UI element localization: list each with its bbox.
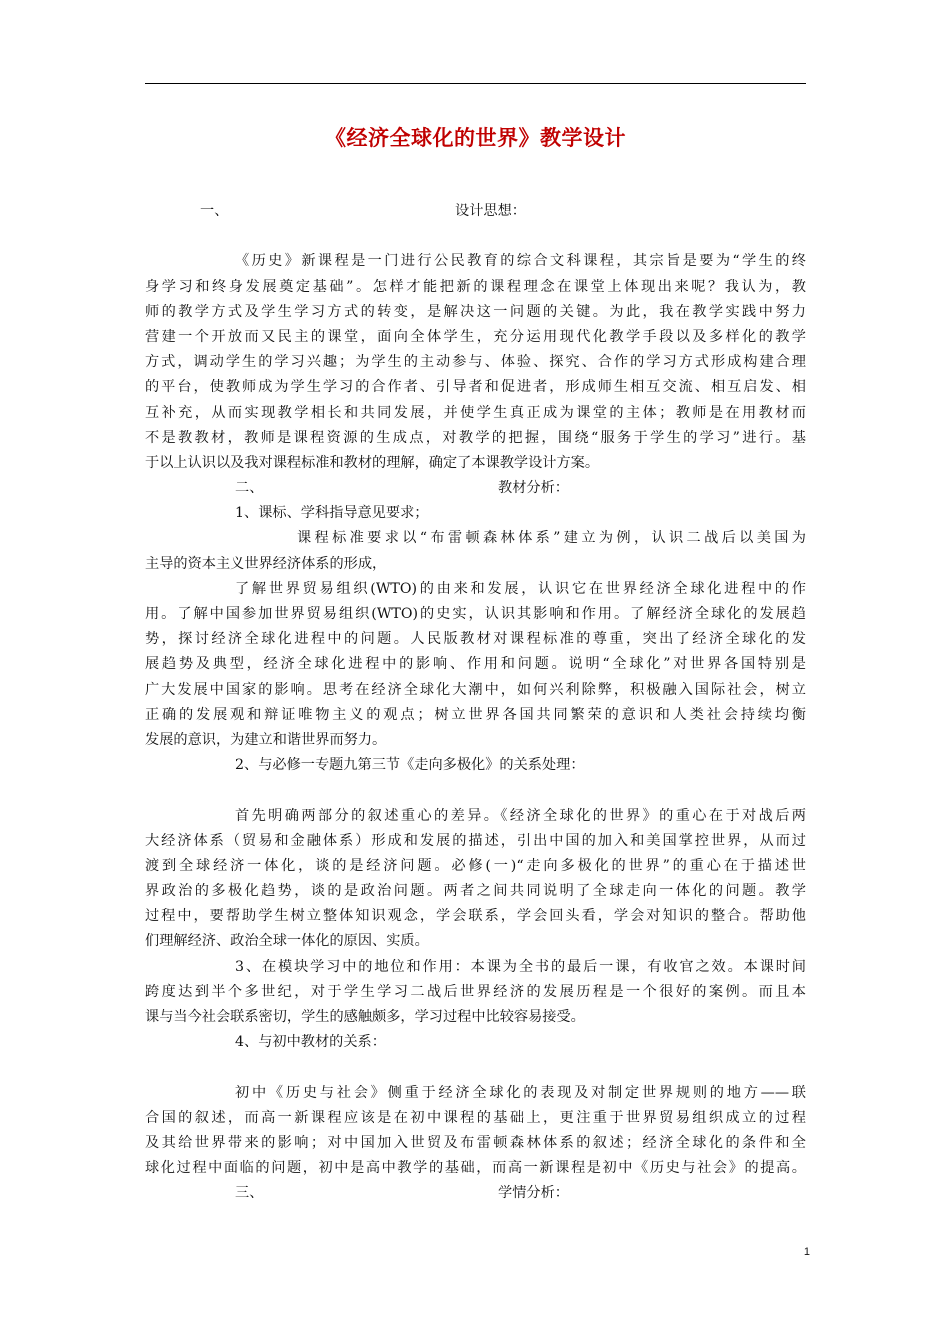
text-line: 及其给世界带来的影响；对中国加入世贸及布雷顿森林体系的叙述；经济全球化的条件和全 (145, 1134, 806, 1151)
subheading-relation-compulsory-one: 2、与必修一专题九第三节《走向多极化》的关系处理： (235, 757, 585, 774)
text-line: 跨度达到半个多世纪，对于学生学习二战后世界经济的发展历程是一个很好的案例。而且本 (145, 983, 806, 1000)
text-line: 《历史》新课程是一门进行公民教育的综合文科课程，其宗旨是要为“学生的终 (235, 253, 806, 270)
spacer (145, 224, 806, 249)
text-line: 用。了解中国参加世界贸易组织(WTO)的史实，认识其影响和作用。了解经济全球化的发展趋 (145, 606, 806, 622)
text-line: 发展的意识，为建立和谐世界而努力。 (145, 731, 387, 748)
paragraph-design-thinking (145, 249, 806, 476)
text-line: 营建一个开放而又民主的课堂，面向全体学生，充分运用现代化教学手段以及多样化的教学 (145, 328, 806, 345)
page-number: 1 (803, 1246, 810, 1258)
section-heading-design-thinking (145, 199, 806, 224)
text-line: 的平台，使教师成为学生学习的合作者、引导者和促进者，形成师生相互交流、相互启发、相 (145, 379, 806, 396)
section-number: 一、 (200, 203, 229, 219)
spacer (145, 778, 806, 803)
text-line: 渡到全球经济一体化，谈的是经济问题。必修(一)“走向多极化的世界”的重心在于描述世 (145, 857, 806, 874)
paragraph-wto (145, 577, 806, 753)
text-line: 3、在模块学习中的地位和作用：本课为全书的最后一课，有收官之效。本课时间 (235, 958, 806, 975)
text-line: 界政治的多极化趋势，谈的是政治问题。两者之间共同说明了全球走向一体化的问题。教学 (145, 883, 806, 900)
text-line: 势，探讨经济全球化进程中的问题。人民版教材对课程标准的尊重，突出了经济全球化的发 (145, 631, 806, 648)
section-title: 学情分析： (498, 1185, 569, 1202)
paragraph-junior-textbook (145, 1081, 806, 1182)
spacer (145, 1055, 806, 1080)
text-line: 于以上认识以及我对课程标准和教材的理解，确定了本课教学设计方案。 (145, 454, 600, 471)
text-line: 大经济体系（贸易和金融体系）形成和发展的描述，引出中国的加入和美国掌控世界，从而过 (145, 832, 806, 849)
text-line: 球化过程中面临的问题，初中是高中教学的基础，而高一新课程是初中《历史与社会》的提高。 (145, 1160, 806, 1177)
text-line: 主导的资本主义世界经济体系的形成， (145, 555, 387, 572)
section-number: 三、 (235, 1185, 264, 1202)
text-line: 合国的叙述，而高一新课程应该是在初中课程的基础上，更注重于世界贸易组织成立的过程 (145, 1109, 806, 1126)
document-body (145, 199, 806, 1207)
text-line: 们理解经济、政治全球一体化的原因、实质。 (145, 933, 429, 950)
text-line: 身学习和终身发展奠定基础”。怎样才能把新的课程理念在课堂上体现出来呢？我认为，教 (145, 278, 806, 295)
text-line: 初中《历史与社会》侧重于经济全球化的表现及对制定世界规则的地方——联 (235, 1084, 806, 1101)
text-line: 师的教学方式及学生学习方式的转变，是解决这一问题的关键。为此，我在教学实践中努力 (145, 303, 806, 320)
paragraph-curriculum-standards (145, 526, 806, 576)
subheading-curriculum-standards: 1、课标、学科指导意见要求； (235, 505, 429, 522)
text-line: 展趋势及典型，经济全球化进程中的影响、作用和问题。说明“全球化”对世界各国特别是 (145, 656, 806, 673)
section-heading-material-analysis (145, 476, 806, 501)
section-number: 二、 (235, 480, 264, 497)
header-rule (145, 83, 806, 84)
section-heading-student-analysis (145, 1181, 806, 1206)
subheading-junior-textbook: 4、与初中教材的关系： (235, 1034, 386, 1051)
text-line: 广大发展中国家的影响。思考在经济全球化大潮中，如何兴利除弊，积极融入国际社会，树立 (145, 681, 806, 698)
text-line: 正确的发展观和辩证唯物主义的观点；树立世界各国共同繁荣的意识和人类社会持续均衡 (145, 706, 806, 723)
text-line: 了解世界贸易组织(WTO)的由来和发展，认识它在世界经济全球化进程中的作 (235, 580, 806, 597)
paragraph-module-role (145, 955, 806, 1031)
text-line: 不是教教材，教师是课程资源的生成点，对教学的把握，围绕“服务于学生的学习”进行。基 (145, 429, 806, 446)
section-title: 教材分析： (498, 480, 569, 497)
document-title: 《经济全球化的世界》教学设计 (325, 126, 626, 150)
text-line: 过程中，要帮助学生树立整体知识观念，学会联系，学会回头看，学会对知识的整合。帮助他 (145, 908, 806, 925)
section-title: 设计思想： (455, 203, 526, 219)
text-line: 互补充，从而实现教学相长和共同发展，并使学生真正成为课堂的主体；教师是在用教材而 (145, 404, 806, 421)
paragraph-relation-compulsory-one (145, 804, 806, 955)
text-line: 方式，调动学生的学习兴趣；为学生的主动参与、体验、探究、合作的学习方式形成构建合理 (145, 354, 806, 371)
text-line: 课程标准要求以“布雷顿森林体系”建立为例，认识二战后以美国为 (297, 530, 806, 547)
text-line: 首先明确两部分的叙述重心的差异。《经济全球化的世界》的重心在于对战后两 (235, 807, 806, 824)
text-line: 课与当今社会联系密切，学生的感触颇多，学习过程中比较容易接受。 (145, 1009, 585, 1025)
